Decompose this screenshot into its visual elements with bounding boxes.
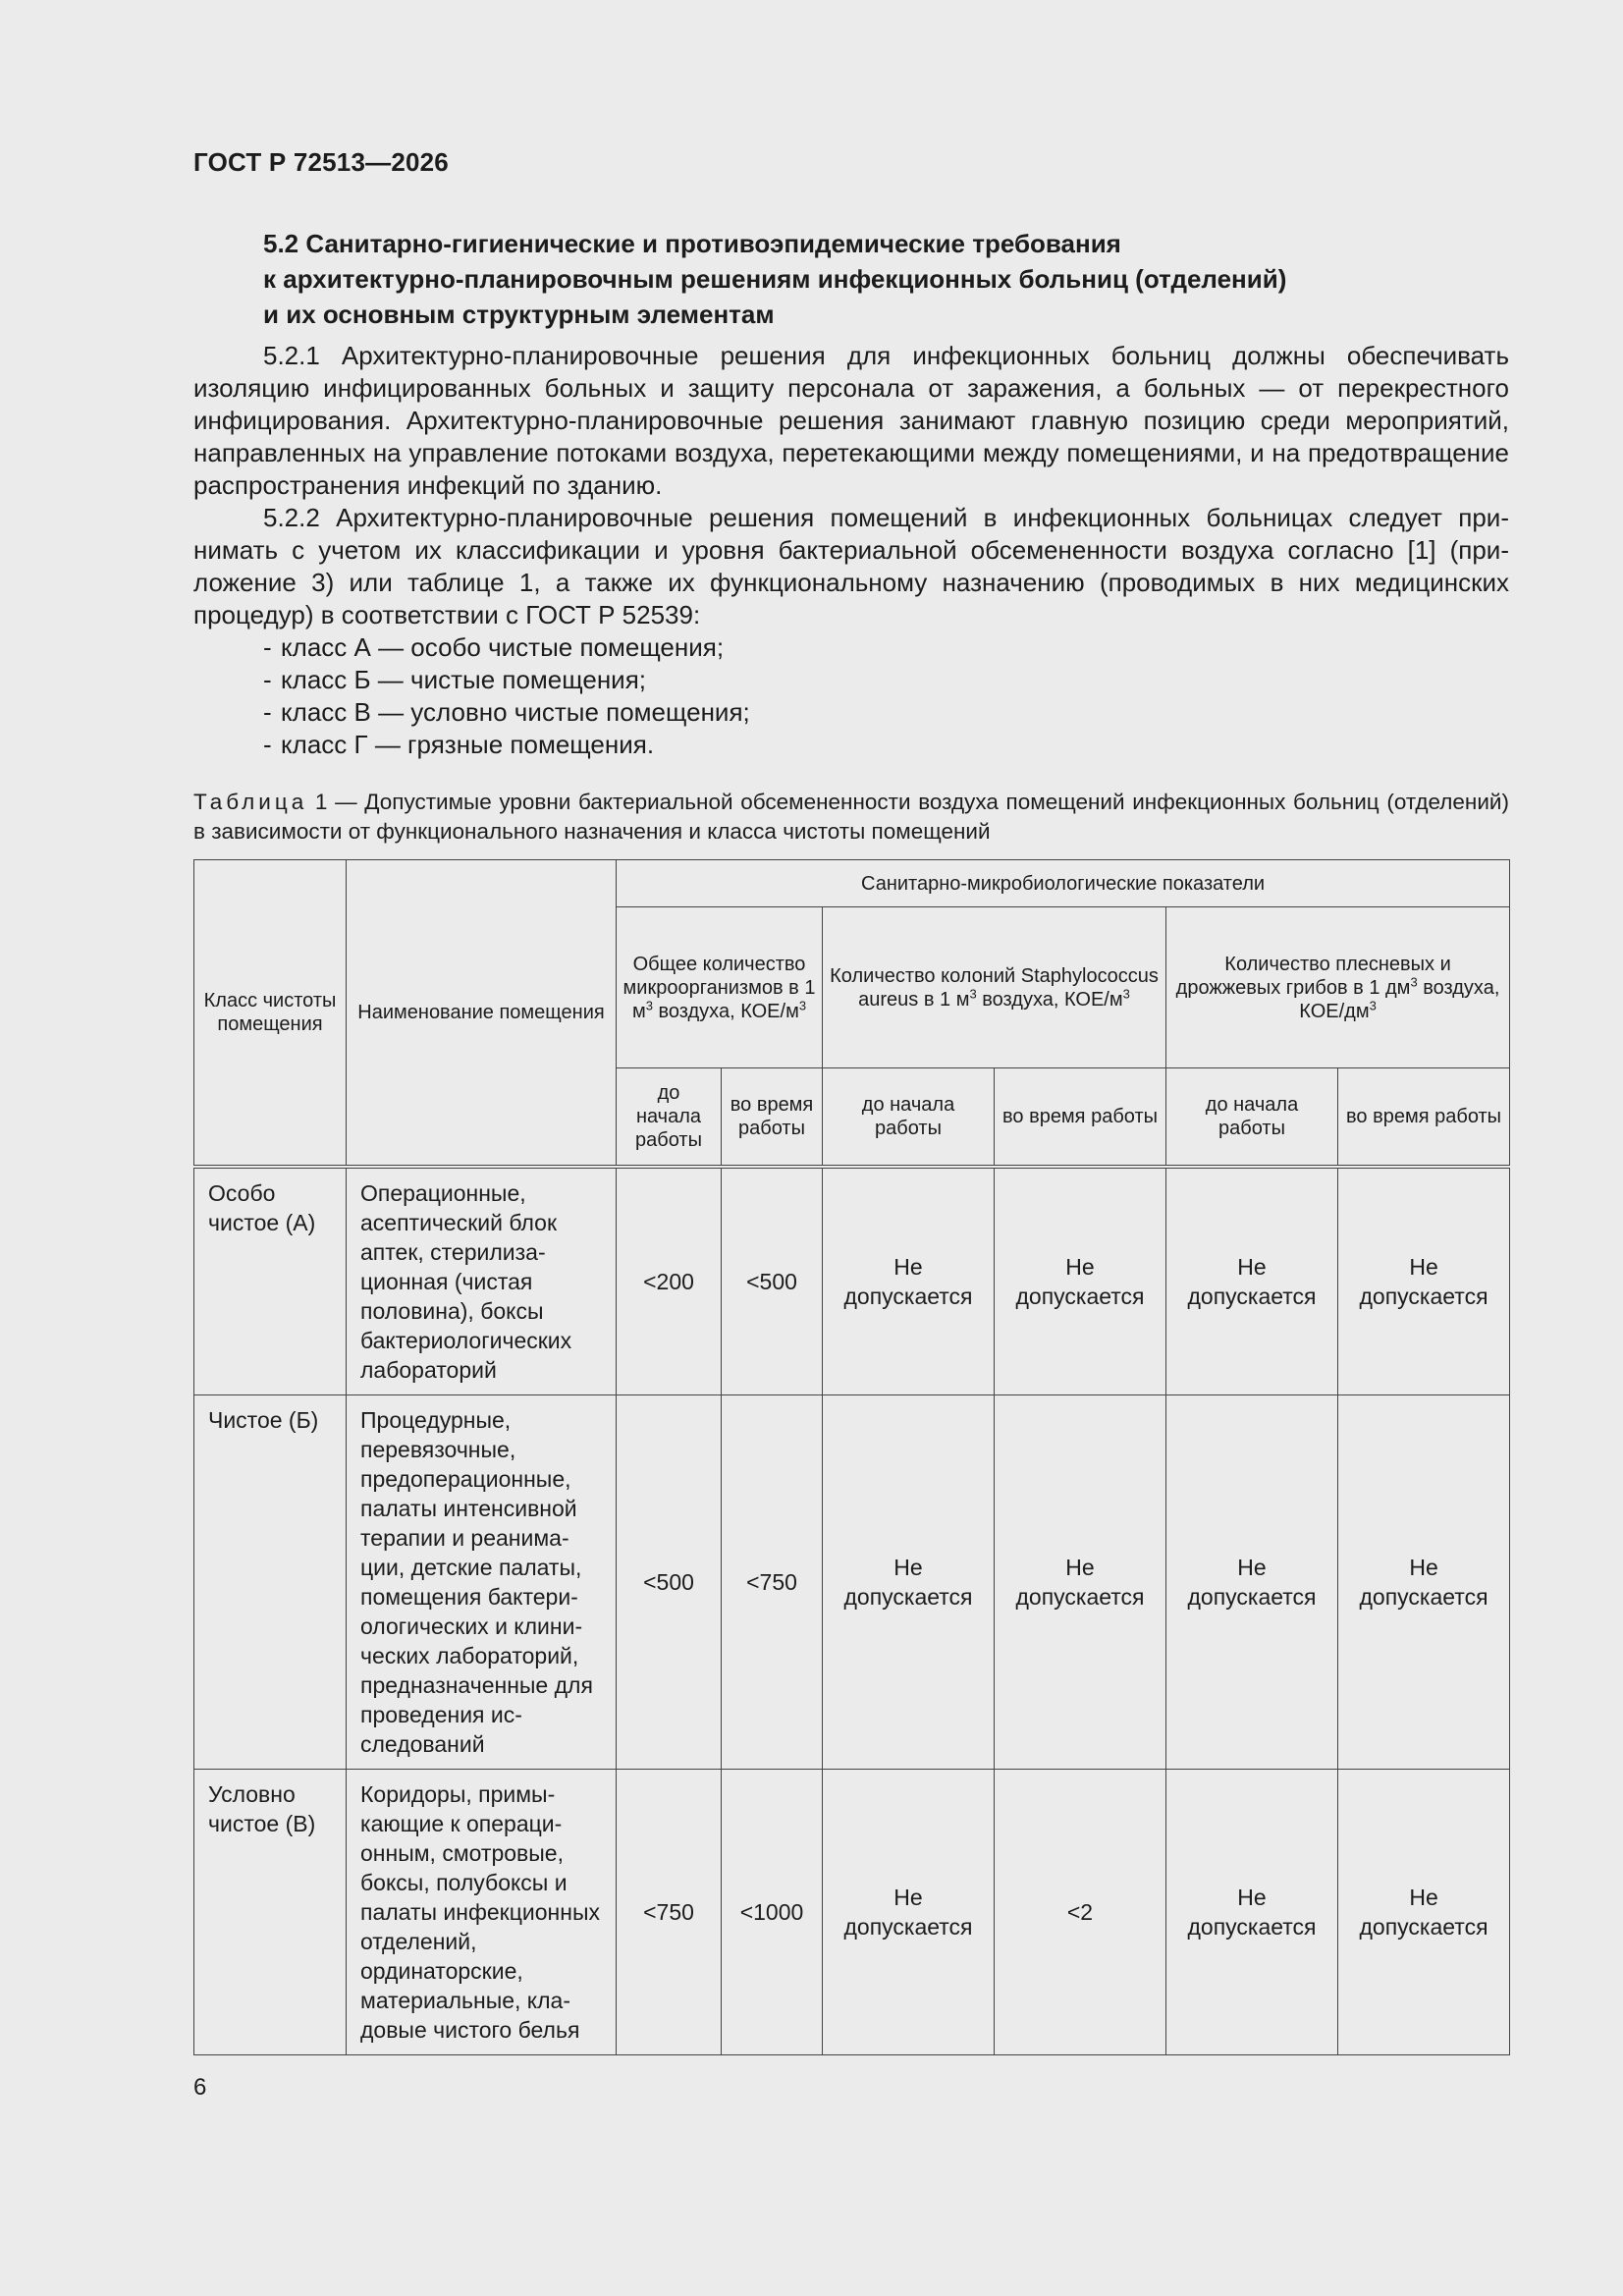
list-item-text: класс А — особо чистые помещения; (281, 632, 725, 662)
paragraph-5-2-1: 5.2.1 Архитектурно-планировочные решения для инфекционных больниц должны обеспечивать изоляцию инфицированных больных и защиту персонала от заражения, а больных — от перекрестного инфицирования. Архитектурно-планировочные решения занимают главную позицию среди мероприятий, направленных на управление потоками воздуха, перетекающими между помещениями, и на предотвращение распространения инфекций по зданию. (193, 341, 1509, 500)
superscript: 3 (1122, 985, 1130, 1001)
header-before-work: до начала работы (1166, 1068, 1338, 1167)
superscript: 3 (1410, 973, 1418, 989)
list-item-text: класс Г — грязные помещения. (281, 730, 655, 759)
cell-staph-before: Не допускается (823, 1394, 995, 1769)
list-dash: - (263, 665, 272, 694)
cell-total-during: <750 (722, 1394, 823, 1769)
cell-total-during: <1000 (722, 1769, 823, 2054)
cell-room: Коридоры, примыкающие к операционным, смотровые, боксы, полубоксы и палаты инфекционных отделений, ординаторские, материальные, кладовые чистого белья (347, 1769, 617, 2054)
header-during-work: во время работы (995, 1068, 1166, 1167)
cell-class: Чистое (Б) (194, 1394, 347, 1769)
header-before-work: до начала работы (823, 1068, 995, 1167)
list-dash: - (263, 730, 272, 759)
superscript: 3 (969, 985, 977, 1001)
page-number: 6 (193, 2074, 207, 2101)
header-during-work: во время работы (722, 1068, 823, 1167)
cell-mold-before: Не допускается (1166, 1769, 1338, 2054)
superscript: 3 (645, 997, 653, 1012)
list-item (263, 631, 1509, 664)
list-item-text: класс В — условно чистые помещения; (281, 697, 750, 727)
list-item-text: класс Б — чистые помещения; (281, 665, 646, 694)
cell-staph-before: Не допускается (823, 1167, 995, 1395)
header-total-microorganisms (617, 907, 823, 1068)
cell-mold-before: Не допускается (1166, 1394, 1338, 1769)
section-title-line: к архитектурно-планировочным решениям инфекционных больниц (отделений) (263, 264, 1287, 294)
cell-total-before: <500 (617, 1394, 722, 1769)
cell-staph-during: <2 (995, 1769, 1166, 2054)
list-item (263, 664, 1509, 696)
list-dash: - (263, 632, 272, 662)
section-title (263, 226, 1520, 332)
header-text: воздуха, КОЕ/м (652, 1000, 799, 1022)
header-text: Количество плесневых и дрожжевых грибов в 1 дм (1175, 953, 1451, 999)
table-caption-text: 1 — Допустимые уровни бактериальной обсемененности воздуха помещений инфекционных больниц (отделений) в зависимости от функционального назначения и класса чистоты помещений (193, 790, 1509, 844)
table-row (194, 1167, 1510, 1395)
cell-room: Процедурные, перевязочные, предоперационные, палаты интенсивной терапии и реанимации, детские палаты, помещения бактериологических и клинических лабораторий, предназначенные для проведения исследований (347, 1394, 617, 1769)
list-item (263, 729, 1509, 761)
cell-staph-during: Не допускается (995, 1167, 1166, 1395)
table-row (194, 1394, 1510, 1769)
paragraph-5-2-2: 5.2.2 Архитектурно-планировочные решения помещений в инфекционных больницах следует принимать с учетом их классификации и уровня бактериальной обсемененности воздуха согласно [1] (приложение 3) или таблице 1, а также их функциональному назначению (проводимых в них медицинских процедур) в соответствии с ГОСТ Р 52539: (193, 503, 1509, 629)
cell-staph-during: Не допускается (995, 1394, 1166, 1769)
header-class: Класс чистоты помещения (194, 860, 347, 1167)
header-text: воздуха, КОЕ/дм (1299, 976, 1500, 1022)
table-caption (193, 788, 1509, 847)
table-row (194, 1769, 1510, 2054)
body-text (193, 340, 1509, 761)
cell-class: Условно чистое (В) (194, 1769, 347, 2054)
bacterial-levels-table (193, 859, 1510, 2055)
document-id: ГОСТ Р 72513—2026 (193, 147, 449, 177)
superscript: 3 (1369, 997, 1377, 1012)
header-during-work: во время работы (1338, 1068, 1510, 1167)
cell-mold-during: Не допускается (1338, 1769, 1510, 2054)
header-text: Общее количество микроорганизмов в 1 м (622, 953, 816, 1022)
header-staphylococcus (823, 907, 1166, 1068)
cell-total-before: <200 (617, 1167, 722, 1395)
header-text: воздуха, КОЕ/м (976, 988, 1123, 1011)
class-list (193, 631, 1509, 761)
superscript: 3 (798, 997, 807, 1012)
section-title-line: 5.2 Санитарно-гигиенические и противоэпидемические требования (263, 229, 1121, 258)
cell-room: Операционные, асептический блок аптек, стерилизационная (чистая половина), боксы бактериологических лабораторий (347, 1167, 617, 1395)
cell-total-during: <500 (722, 1167, 823, 1395)
header-before-work: до начала работы (617, 1068, 722, 1167)
table-caption-label: Таблица (193, 790, 308, 814)
cell-total-before: <750 (617, 1769, 722, 2054)
cell-mold-before: Не допускается (1166, 1167, 1338, 1395)
cell-mold-during: Не допускается (1338, 1394, 1510, 1769)
header-text: Количество колоний Staphylococcus aureus в 1 м (830, 964, 1159, 1011)
header-sanitary-indicators: Санитарно-микробиологические показатели (617, 860, 1510, 907)
header-room: Наименование помещения (347, 860, 617, 1167)
section-title-line: и их основным структурным элементам (263, 300, 775, 329)
cell-mold-during: Не допускается (1338, 1167, 1510, 1395)
list-dash: - (263, 697, 272, 727)
cell-staph-before: Не допускается (823, 1769, 995, 2054)
list-item (263, 696, 1509, 729)
cell-class: Особо чистое (А) (194, 1167, 347, 1395)
header-mold-fungi (1166, 907, 1510, 1068)
